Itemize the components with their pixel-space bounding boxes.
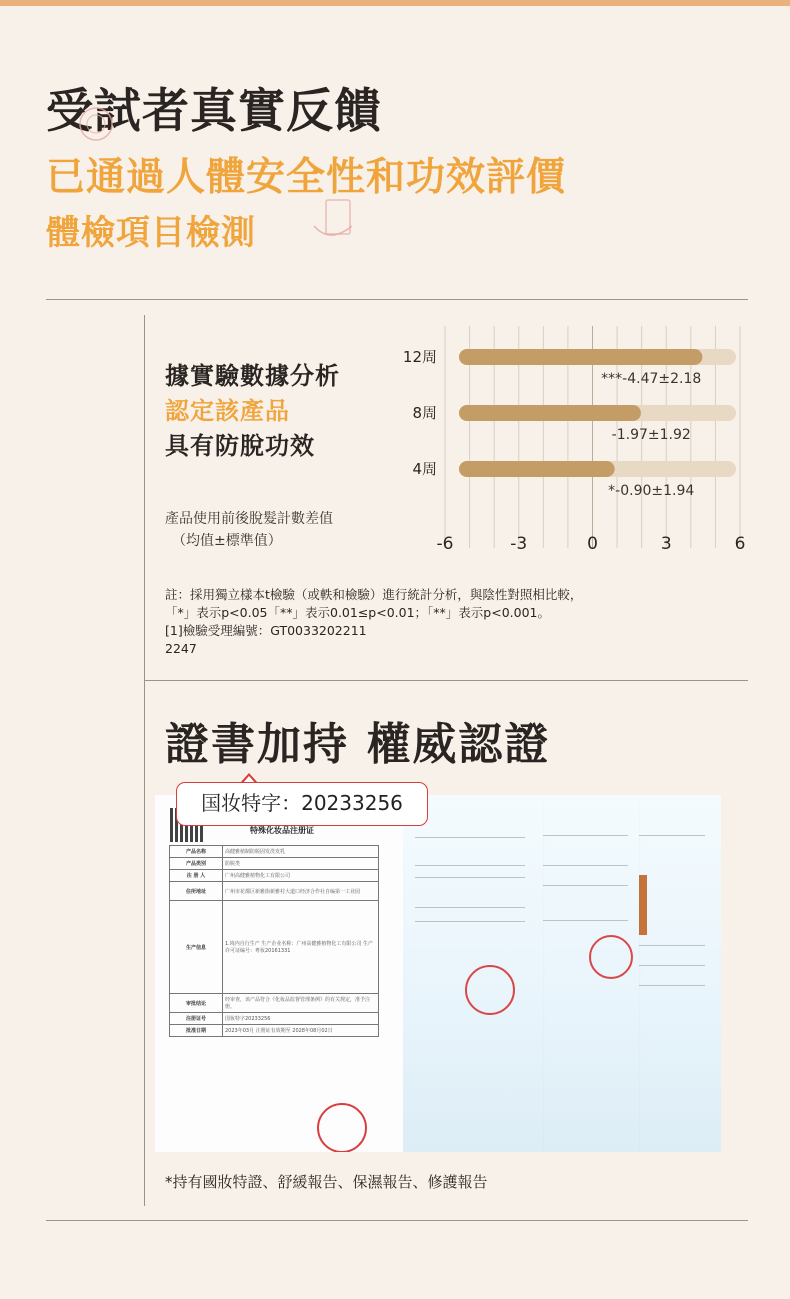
certificate-row-key: 产品名称 (170, 846, 223, 858)
certificate-row (170, 858, 379, 870)
chart-caption: 產品使用前後脫髮計數差值 (165, 511, 333, 527)
certificate-row-key: 注册证号 (170, 1013, 223, 1025)
certificate-row-key: 生产信息 (170, 901, 223, 994)
section-rail-upper (144, 315, 145, 680)
efficacy-heading-3: 具有防脫功效 (165, 432, 315, 460)
certificate-row-value: 经审查，该产品符合《化妆品监督管理条例》的有关规定，准予注册。 (223, 994, 379, 1013)
certificate-row (170, 882, 379, 901)
certificate-title: 證書加持 權威認證 (165, 719, 551, 770)
certificate-row-value: 国妆特字20233256 (223, 1013, 379, 1025)
chart-tick-label: 3 (660, 534, 672, 554)
chart-bar (459, 405, 641, 421)
top-accent-bar (0, 0, 790, 6)
certificate-footnote: *持有國妝特證、舒緩報告、保濕報告、修護報告 (165, 1173, 488, 1191)
chart-data-label: -1.97±1.92 (611, 427, 691, 443)
certificate-row-key: 审批结论 (170, 994, 223, 1013)
certificate-row (170, 1013, 379, 1025)
section-divider-top (46, 299, 748, 300)
chart-data-label: *-0.90±1.94 (608, 483, 695, 499)
report-page-2 (403, 795, 543, 1152)
page-subtitle-2: 體檢項目檢測 (46, 213, 256, 253)
certificate-row (170, 846, 379, 858)
chart-tick-label: -6 (436, 534, 454, 554)
decorative-seal-icon (300, 196, 362, 242)
section-rail-lower (144, 680, 145, 1206)
chart-category-label: 8周 (412, 404, 437, 422)
registration-number: 国妆特字：20233256 (201, 791, 403, 815)
certificate-documents (155, 795, 721, 1152)
page-subtitle: 已通過人體安全性和功效評價 (46, 155, 567, 200)
efficacy-heading-1: 據實驗數據分析 (165, 362, 340, 390)
certificate-row (170, 994, 379, 1013)
certificate-type: 特殊化妆品注册证 (250, 826, 314, 835)
certificate-row-key: 产品类别 (170, 858, 223, 870)
section-divider-middle (144, 680, 748, 681)
section-divider-bottom (46, 1220, 748, 1221)
certificate-row-value: 广州市花都区新雅街新雅村大道口经济合作社自编第一工业园 (223, 882, 379, 901)
statistics-notes (165, 586, 745, 658)
certificate-row-value: 广州高健雅植物化工有限公司 (223, 870, 379, 882)
report-page-3 (533, 795, 639, 1152)
certificate-row-key: 住所地址 (170, 882, 223, 901)
certificate-row-value: 1.境内自行生产 生产企业名称：广州高健雅植物化工有限公司 生产许可证编号：粤妆20161331 (223, 901, 379, 994)
decorative-circle-icon (68, 104, 124, 144)
registration-number-callout (176, 782, 428, 826)
efficacy-heading-2: 認定該產品 (165, 397, 290, 425)
certificate-row-value: 高健雅植制防脱固发洗发乳 (223, 846, 379, 858)
note-line-4: 2247 (165, 641, 197, 656)
certificate-row (170, 870, 379, 882)
chart-category-label: 12周 (402, 348, 437, 366)
note-line-3: [1]檢驗受理編號：GT0033202211 (165, 623, 367, 638)
certificate-table (169, 845, 379, 1037)
chart-category-label: 4周 (412, 460, 437, 478)
chart-bar (459, 349, 702, 365)
chart-tick-label: 6 (734, 534, 746, 554)
chart-data-label: ***-4.47±2.18 (601, 371, 702, 387)
page-title: 受試者真實反饋 (46, 84, 382, 139)
chart-bar (459, 461, 615, 477)
chart-caption-sub: （均值±標準值） (172, 533, 282, 549)
note-line-1: 註：採用獨立樣本t檢驗（或軼和檢驗）進行統計分析，與陰性對照相比較， (165, 587, 583, 602)
chart-tick-label: -3 (510, 534, 528, 554)
certificate-row-key: 注 册 人 (170, 870, 223, 882)
note-line-2: 「*」表示p<0.05「**」表示0.01≤p<0.01；「**」表示p<0.001。 (165, 605, 550, 620)
certificate-row-key: 批准日期 (170, 1025, 223, 1037)
special-cosmetic-certificate (155, 795, 403, 1152)
chart-tick-label: 0 (587, 534, 598, 554)
official-stamp-icon (317, 1103, 367, 1152)
efficacy-bar-chart (395, 320, 755, 560)
certificate-row (170, 1025, 379, 1037)
certificate-row (170, 901, 379, 994)
certificate-row-value: 2023年03月 注册证有效期至 2028年08月02日 (223, 1025, 379, 1037)
certificate-row-value: 防脱类 (223, 858, 379, 870)
